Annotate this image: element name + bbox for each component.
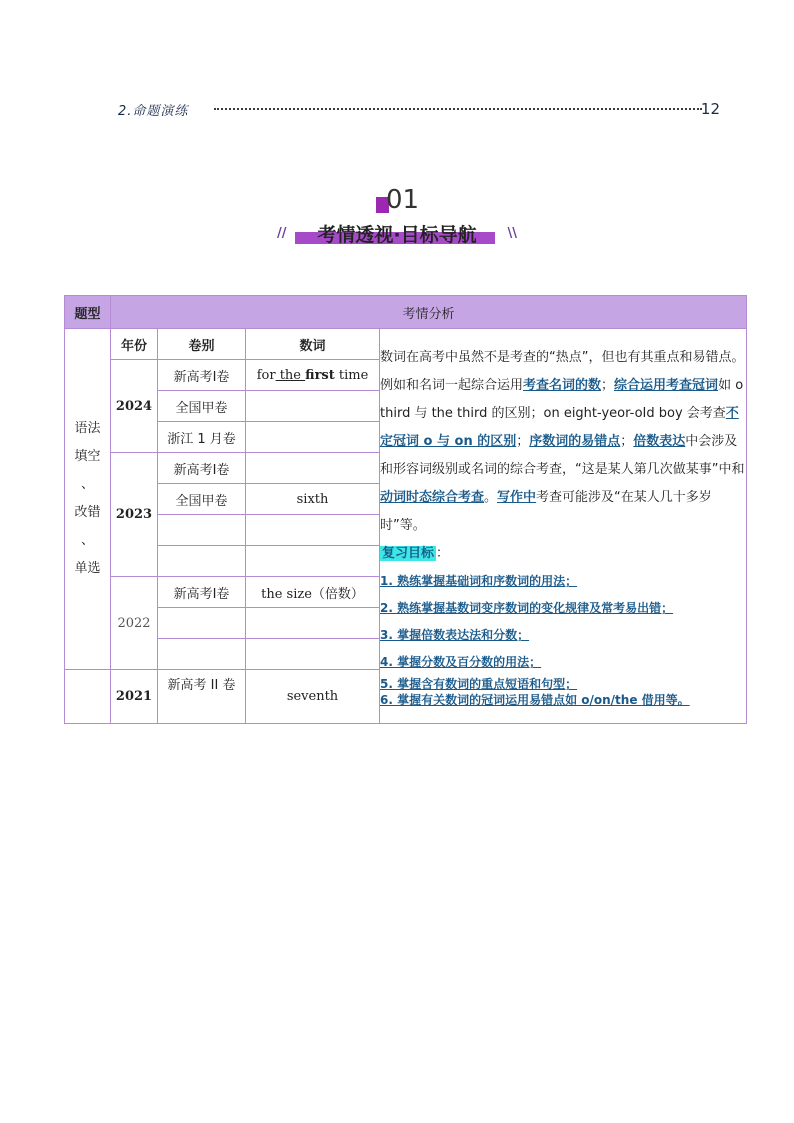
numeral-text: time xyxy=(334,367,369,383)
review-goal: 6. 掌握有关数词的冠词运用易错点如 o/on/the 借用等。 xyxy=(380,693,690,707)
section-number: 01 xyxy=(386,185,420,215)
review-target-heading xyxy=(380,540,746,568)
table-row xyxy=(65,329,747,360)
year-cell: 2024 xyxy=(111,360,158,453)
section-title-banner xyxy=(277,220,517,246)
toc-label: 2.命题演练 xyxy=(118,104,189,119)
header-type: 题型 xyxy=(65,296,111,329)
review-target-label: 复习目标 xyxy=(382,546,435,561)
analysis-highlight: 写作中 xyxy=(497,490,537,505)
numeral-cell: the size（倍数） xyxy=(246,577,380,608)
analysis-highlight: 倍数表达 xyxy=(633,434,686,449)
analysis-text: ； xyxy=(516,434,530,449)
review-goal: 2. 熟练掌握基数词变序数词的变化规律及常考易出错； xyxy=(380,601,674,615)
decor-slash-right: \\ xyxy=(507,226,517,241)
numeral-underlined: the xyxy=(275,367,306,383)
type-line: 填空 xyxy=(74,449,101,464)
analysis-highlight: 考查名词的数 xyxy=(523,378,602,393)
paper-cell: 新高考Ⅰ卷 xyxy=(158,360,246,391)
analysis-text: ； xyxy=(601,378,615,393)
year-cell: 2021 xyxy=(111,670,158,724)
paper-cell: 全国甲卷 xyxy=(158,484,246,515)
section-number-badge xyxy=(376,185,426,217)
numeral-cell: sixth xyxy=(246,484,380,515)
section-title: 考情透视·目标导航 xyxy=(317,224,477,246)
type-line: 改错 xyxy=(74,505,101,520)
analysis-cell xyxy=(380,329,747,724)
numeral-cell xyxy=(246,515,380,546)
toc-leader-dots xyxy=(214,108,702,110)
subheader-year: 年份 xyxy=(111,329,158,360)
subheader-numeral: 数词 xyxy=(246,329,380,360)
analysis-text: 。 xyxy=(484,490,498,505)
review-target-colon: ： xyxy=(436,546,450,561)
analysis-highlight: 不定冠词 o 与 on 的区别 xyxy=(380,406,739,449)
review-goal: 3. 掌握倍数表达法和分数； xyxy=(380,628,530,642)
paper-cell xyxy=(158,515,246,546)
analysis-text: 数词在高考中虽然不是考查的“热点”，但也有其重点和易错点。例如和名词一起综合运用 xyxy=(380,350,745,393)
analysis-text: 如 o third 与 the third 的区别；on eight-yeor-oId boy 会考查 xyxy=(380,378,744,421)
numeral-cell xyxy=(246,422,380,453)
review-goal: 1. 熟练掌握基础词和序数词的用法； xyxy=(380,574,578,588)
numeral-cell xyxy=(246,453,380,484)
paper-cell: 浙江 1 月卷 xyxy=(158,422,246,453)
numeral-bold: first xyxy=(305,367,335,383)
type-line: 语法 xyxy=(74,421,101,436)
subheader-paper: 卷别 xyxy=(158,329,246,360)
toc-entry[interactable] xyxy=(118,100,720,120)
type-line: 、 xyxy=(80,477,94,492)
review-goal: 5. 掌握含有数词的重点短语和句型； xyxy=(380,677,578,691)
year-cell: 2023 xyxy=(111,453,158,577)
analysis-text: 考查可能涉及“在某人几十多岁时”等。 xyxy=(380,490,712,533)
review-goal: 4. 掌握分数及百分数的用法； xyxy=(380,655,542,669)
numeral-cell: seventh xyxy=(246,670,380,724)
paper-cell: 新高考Ⅰ卷 xyxy=(158,453,246,484)
numeral-text: for xyxy=(256,367,276,383)
paper-cell xyxy=(158,608,246,639)
analysis-highlight: 综合运用考查冠词 xyxy=(614,378,719,393)
header-analysis: 考情分析 xyxy=(111,296,747,329)
paper-cell xyxy=(158,546,246,577)
exam-analysis-table xyxy=(64,295,747,724)
toc-page-number: 12 xyxy=(700,100,720,118)
analysis-text: 中会涉及和形容词级别或名词的综合考查，“这是某人第几次做某事”中和 xyxy=(380,434,745,477)
paper-cell: 新高考 II 卷 xyxy=(158,670,246,724)
paper-cell xyxy=(158,639,246,670)
decor-slash-left: // xyxy=(277,226,287,241)
table-header-row xyxy=(65,296,747,329)
numeral-cell xyxy=(246,360,380,391)
type-line: 单选 xyxy=(74,561,101,576)
numeral-cell xyxy=(246,546,380,577)
type-line: 、 xyxy=(80,533,94,548)
paper-cell: 全国甲卷 xyxy=(158,391,246,422)
paper-cell: 新高考Ⅰ卷 xyxy=(158,577,246,608)
numeral-cell xyxy=(246,639,380,670)
analysis-highlight: 序数词的易错点 xyxy=(529,434,621,449)
analysis-highlight: 动词时态综合考查 xyxy=(380,490,485,505)
analysis-text: ； xyxy=(620,434,634,449)
numeral-cell xyxy=(246,391,380,422)
question-type-cell xyxy=(65,329,111,670)
empty-type-cell xyxy=(65,670,111,724)
year-cell: 2022 xyxy=(111,577,158,670)
numeral-cell xyxy=(246,608,380,639)
